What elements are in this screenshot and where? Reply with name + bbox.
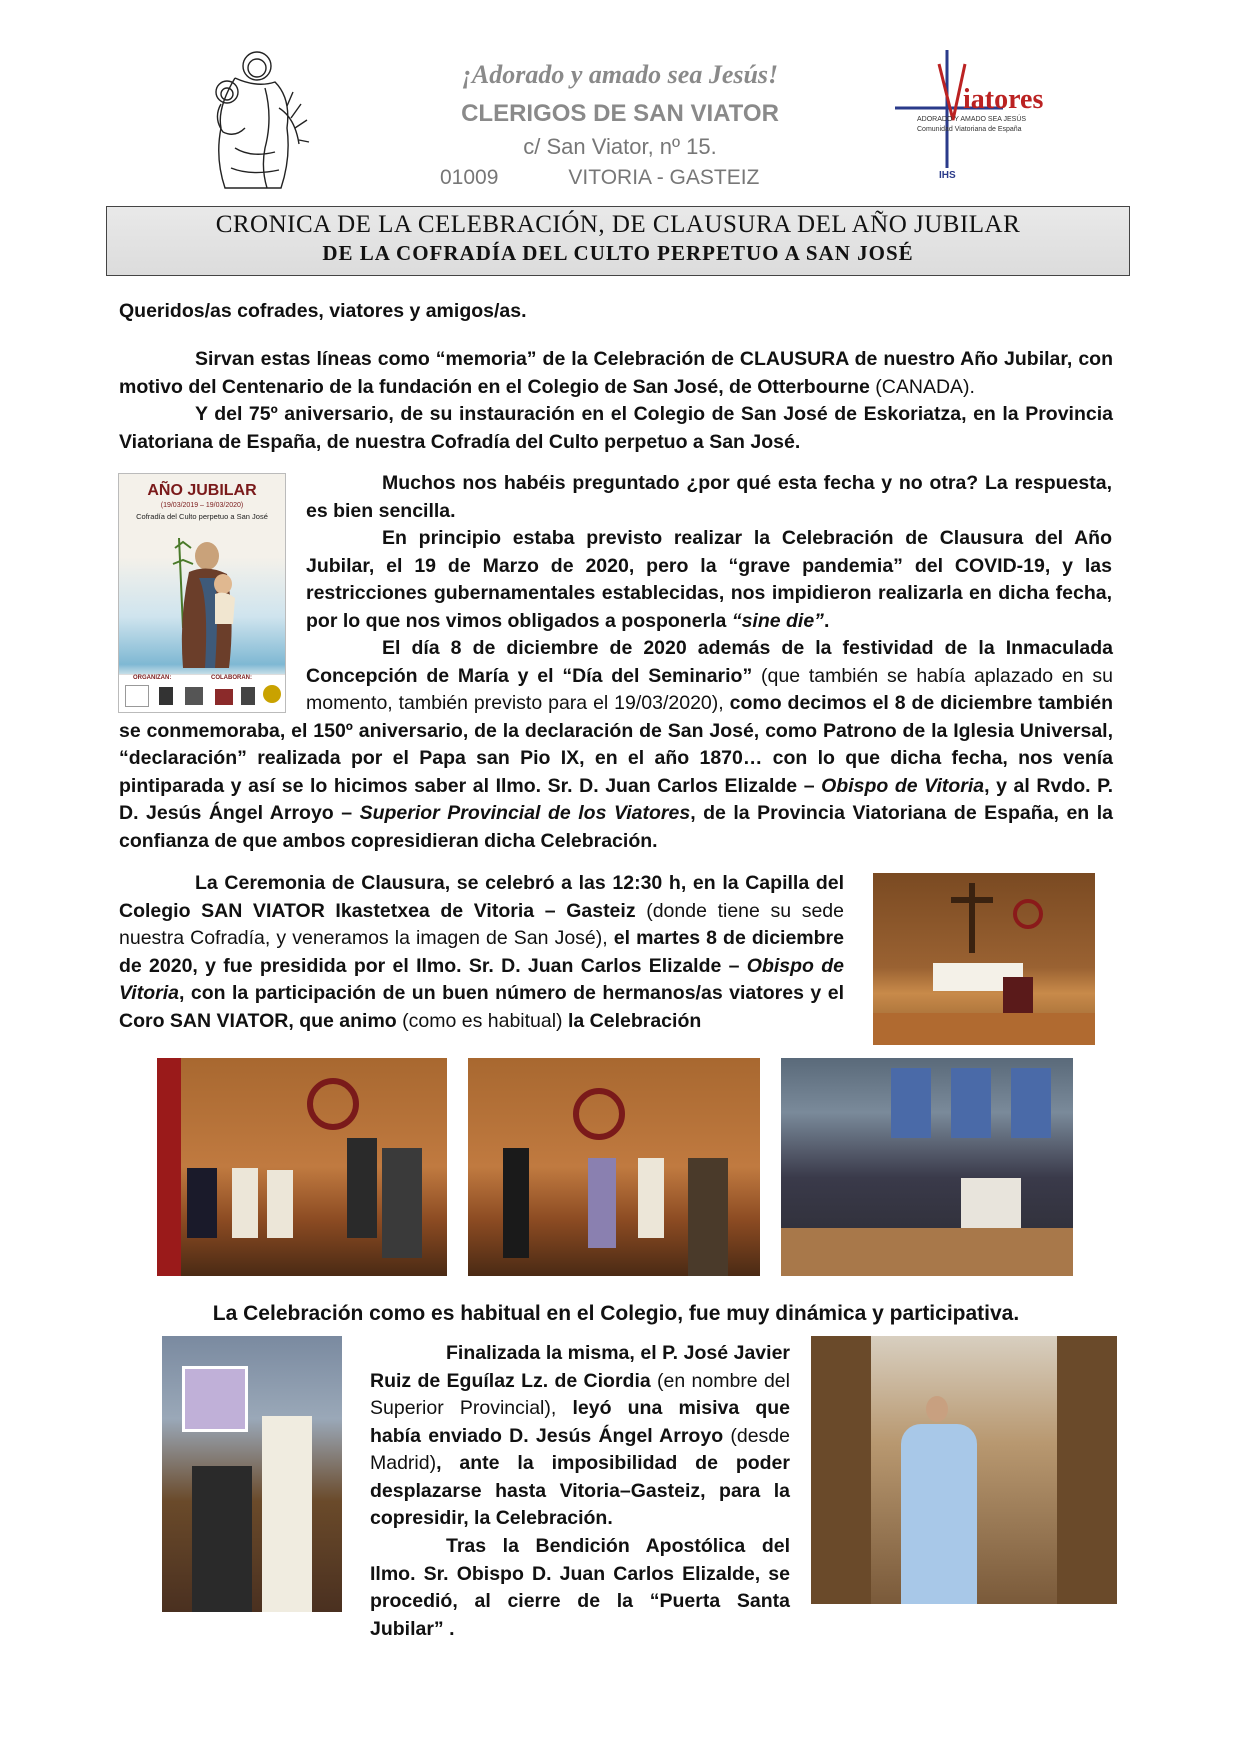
saint-joseph-drawing <box>195 48 315 198</box>
paragraph-5-superior: Superior Provincial de los Viatores <box>359 802 691 824</box>
paragraph-6-end: la Celebración <box>567 1009 702 1032</box>
person <box>503 1148 529 1258</box>
heart-emblem <box>573 1088 625 1140</box>
heart-emblem <box>307 1078 359 1130</box>
postal-code: 01009 <box>440 166 499 189</box>
paragraph-7-madrid: (desde Madrid) <box>370 1424 790 1474</box>
paragraph-4 <box>306 525 1112 635</box>
projection-screen <box>182 1366 248 1432</box>
paragraph-7-note: (en nombre del Superior Provincial), <box>370 1369 790 1419</box>
person <box>232 1168 258 1238</box>
paragraph-4-sine-die: “sine die” <box>731 609 824 632</box>
paragraph-1-country: (CANADA). <box>875 375 975 398</box>
door-right <box>1057 1336 1117 1604</box>
logo-subtitle-1: ADORADO Y AMADO SEA JESÚS <box>917 116 1027 123</box>
title-box <box>106 206 1130 276</box>
postal-city <box>440 166 840 190</box>
paragraph-5-text: El día 8 de diciembre de 2020 además de la festividad de la Inmaculada Concepción de María y el “Día del Seminario” <box>306 637 1113 687</box>
pulpit <box>1003 977 1033 1017</box>
paragraph-6-date: el martes 8 de diciembre de 2020, y fue presidida por el Ilmo. Sr. D. Juan Carlos Elizalde – <box>119 927 844 977</box>
paragraph-5-note: (que también se había aplazado en su momento, también previsto para el 19/03/2020), <box>306 664 1113 714</box>
title-line-1: CRONICA DE LA CELEBRACIÓN, DE CLAUSURA DEL AÑO JUBILAR <box>215 211 1021 238</box>
logo-ihs: IHS <box>939 170 956 181</box>
ceremony-photo-2 <box>468 1058 760 1276</box>
title-line-2: DE LA COFRADÍA DEL CULTO PERPETUO A SAN JOSÉ <box>322 241 914 265</box>
poster-title: AÑO JUBILAR <box>147 482 257 499</box>
stained-glass <box>951 1068 991 1138</box>
reading-letter-photo <box>162 1336 342 1612</box>
paragraph-6-bishop: Obispo de Vitoria <box>119 954 844 1004</box>
paragraph-3: Muchos nos habéis preguntado ¿por qué esta fecha y no otra? La respuesta, es bien sencilla. <box>306 472 1112 522</box>
lectern <box>192 1466 252 1612</box>
paragraph-6-mid: , con la participación de un buen número de hermanos/as viatores y el Coro SAN VIATOR, que animo <box>119 982 844 1032</box>
address: c/ San Viator, nº 15. <box>523 134 717 159</box>
paragraph-4-end: . <box>823 609 830 632</box>
bishop-holy-door-photo <box>811 1336 1117 1604</box>
cross-icon <box>969 883 975 953</box>
priest <box>588 1158 616 1248</box>
paragraph-5-end: , de la Provincia Viatoriana de España, en la confianza de que ambos copresidieran dicha Celebración. <box>119 802 1113 852</box>
floor <box>873 1013 1095 1045</box>
ceremony-photo-1 <box>157 1058 447 1276</box>
paragraph-6-note: (donde tiene su sede nuestra Cofradía, y veneramos la imagen de San José), <box>119 899 844 949</box>
stained-glass <box>1011 1068 1051 1138</box>
photo-caption: La Celebración como es habitual en el Colegio, fue muy dinámica y participativa. <box>212 1302 1020 1325</box>
paragraph-1-text: Sirvan estas líneas como “memoria” de la Celebración de CLAUSURA de nuestro Año Jubilar, con motivo del Centenario de la fundación en el Colegio de San José, de Otterbourne <box>119 348 1113 398</box>
pews <box>781 1228 1073 1276</box>
organization-name: CLERIGOS DE SAN VIATOR <box>461 100 779 127</box>
paragraph-6 <box>119 870 844 1035</box>
poster-subtitle: Cofradía del Culto perpetuo a San José <box>136 512 268 521</box>
paragraph-5-main: como decimos el 8 de diciembre también se conmemoraba, el 150º aniversario, de la declaración de San José, como Patrono de la Iglesia Universal, “declaración” realizada por el Papa san Pio IX, en el año 1870… con lo que dicha fecha, nos venía pintiparada y así se lo hicimos saber al Ilmo. Sr. D. Juan Carlos Elizalde – <box>119 692 1114 797</box>
poster-colaboran: COLABORAN: <box>211 675 252 681</box>
door-left <box>811 1336 871 1604</box>
paragraph-1 <box>119 346 1113 401</box>
cross-bar <box>951 897 993 903</box>
congregation-photo <box>781 1058 1073 1276</box>
person <box>347 1138 377 1238</box>
paragraph-5-mid: , y al Rvdo. P. D. Jesús Ángel Arroyo – <box>119 774 1114 824</box>
priest <box>262 1416 312 1612</box>
bishop-head <box>926 1396 948 1422</box>
paragraph-7-text: Finalizada la misma, el P. José Javier Ruiz de Eguílaz Lz. de Ciordia <box>370 1342 790 1392</box>
paragraph-7-letter: leyó una misiva que había enviado D. Jesús Ángel Arroyo <box>370 1397 790 1447</box>
logo-wordmark: iatores <box>963 84 1044 115</box>
heart-emblem <box>1013 899 1043 929</box>
logo-subtitle-2: Comunidad Viatoriana de España <box>917 126 1022 133</box>
bishop-vestment <box>901 1424 977 1604</box>
paragraph-7 <box>370 1340 790 1533</box>
paragraph-6-habitual: (como es habitual) <box>402 1009 568 1032</box>
greeting: Queridos/as cofrades, viatores y amigos/as. <box>119 300 527 322</box>
poster-organizan: ORGANIZAN: <box>133 675 172 681</box>
chapel-altar-photo <box>873 873 1095 1045</box>
paragraph-7-end: , ante la imposibilidad de poder desplazarse hasta Vitoria–Gasteiz, para la copresidir, la Celebración. <box>370 1452 790 1529</box>
poster-dates: (19/03/2019 – 19/03/2020) <box>160 502 244 509</box>
lectern <box>688 1158 728 1276</box>
paragraph-6-text: La Ceremonia de Clausura, se celebró a las 12:30 h, en la Capilla del Colegio SAN VIATOR Ikastetxea de Vitoria – Gasteiz <box>119 872 844 922</box>
banner <box>157 1058 181 1276</box>
paragraph-5 <box>119 635 1113 855</box>
paragraph-8: Tras la Bendición Apostólica del Ilmo. Sr. Obispo D. Juan Carlos Elizalde, se procedió, al cierre de la “Puerta Santa Jubilar” . <box>370 1535 790 1640</box>
person <box>187 1168 217 1238</box>
city: VITORIA - GASTEIZ <box>568 166 760 189</box>
lectern <box>382 1148 422 1258</box>
person <box>638 1158 664 1238</box>
paragraph-4-text: En principio estaba previsto realizar la Celebración de Clausura del Año Jubilar, el 19 de Marzo de 2020, pero la “grave pandemia” del COVID-19, y las restricciones gubernamentales establecidas, nos impidieron realizarla en dicha fecha, por lo que nos vimos obligados a posponerla <box>306 527 1112 632</box>
viatores-logo <box>895 50 1075 185</box>
header-motto: ¡Adorado y amado sea Jesús! <box>461 60 779 89</box>
person <box>267 1170 293 1238</box>
stained-glass <box>891 1068 931 1138</box>
paragraph-5-bishop: Obispo de Vitoria <box>821 774 985 797</box>
paragraph-2: Y del 75º aniversario, de su instauración en el Colegio de San José de Eskoriatza, en la Provincia Viatoriana de España, de nuestra Cofradía del Culto perpetuo a San José. <box>119 403 1113 453</box>
